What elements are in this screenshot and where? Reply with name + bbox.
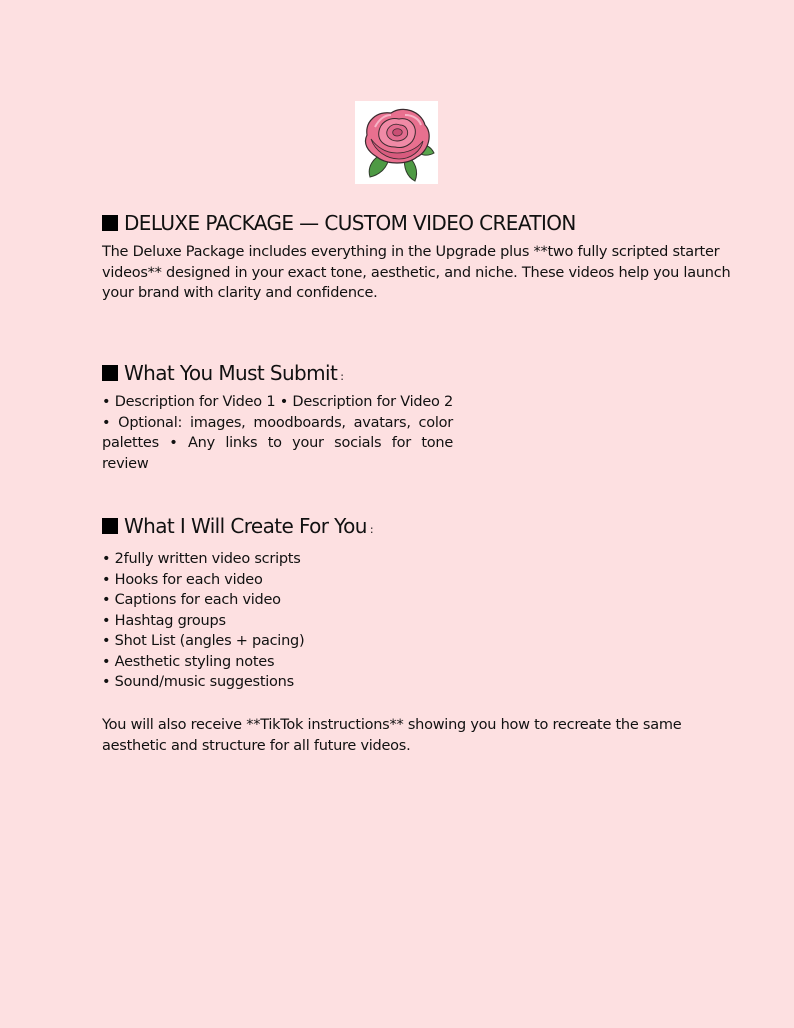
tiktok-instructions-note: You will also receive **TikTok instructions** showing you how to recreate the same aesthetic and structure for all future videos. <box>102 717 682 754</box>
section-title-colon: : <box>369 523 373 536</box>
list-item: • Hashtag groups <box>102 612 226 629</box>
list-item: • 2fully written video scripts <box>102 551 301 567</box>
list-item: • Sound/music suggestions <box>102 674 294 690</box>
section-title-text: DELUXE PACKAGE — CUSTOM VIDEO CREATION <box>124 211 576 235</box>
list-item: • Aesthetic styling notes <box>102 653 275 670</box>
section-title-what-i-will-create <box>102 514 373 542</box>
list-item: • Captions for each video <box>102 592 281 608</box>
rose-icon <box>355 101 438 184</box>
section-title-what-you-must-submit <box>102 361 343 389</box>
deluxe-description: The Deluxe Package includes everything in the Upgrade plus **two fully scripted starter videos** designed in your exact tone, aesthetic, and niche. These videos help you launch your brand with clarity and confidence. <box>102 244 731 301</box>
deliverables-list <box>102 549 304 693</box>
submission-requirements: • Description for Video 1 • Description for Video 2 • Optional: images, moodboards, avatars, color palettes • Any links to your socials for tone review <box>102 394 453 472</box>
section-title-deluxe-package <box>102 211 576 235</box>
square-bullet-icon <box>102 215 118 231</box>
square-bullet-icon <box>102 518 118 534</box>
square-bullet-icon <box>102 365 118 381</box>
section-title-text: What You Must Submit <box>124 361 338 385</box>
list-item: • Hooks for each video <box>102 571 263 588</box>
list-item: • Shot List (angles + pacing) <box>102 633 305 649</box>
section-title-colon: : <box>340 370 344 383</box>
section-title-text: What I Will Create For You <box>124 514 367 538</box>
